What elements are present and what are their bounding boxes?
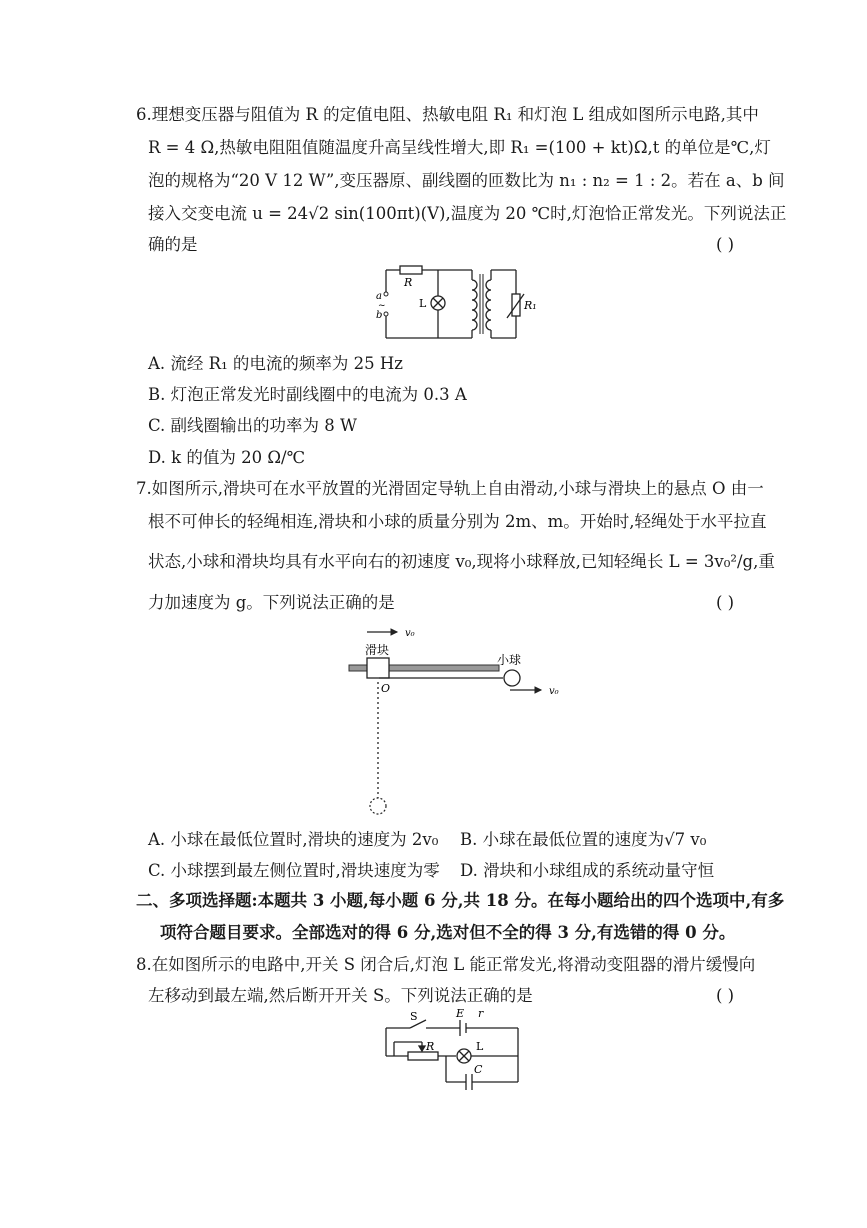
q6-primary-coil	[472, 280, 477, 330]
q7-ball	[504, 670, 520, 686]
q7-label-v0-top: v₀	[405, 628, 415, 639]
section2-line-2: 项符合题目要求。全部选对的得 6 分,选对但不全的得 3 分,有选错的得 0 分。	[160, 923, 736, 942]
q6-label-L: L	[419, 297, 427, 310]
q6-circuit-diagram	[370, 258, 537, 348]
q8-rheostat-R	[408, 1052, 438, 1060]
q7-line-4: 力加速度为 g。下列说法正确的是	[148, 593, 395, 612]
q6-option-a[interactable]: A. 流经 R₁ 的电流的频率为 25 Hz	[148, 354, 404, 373]
q6-label-b: b	[376, 310, 383, 321]
q6-label-R: R	[404, 276, 413, 289]
q7-line-3: 状态,小球和滑块均具有水平向右的初速度 v₀,现将小球释放,已知轻绳长 L = 3v₀²/g,重	[148, 552, 775, 571]
q8-answer-paren: ( )	[716, 986, 735, 1005]
q8-line-1: 8.在如图所示的电路中,开关 S 闭合后,灯泡 L 能正常发光,将滑动变阻器的滑片缓慢向	[136, 955, 756, 974]
q6-option-c[interactable]: C. 副线圈输出的功率为 8 W	[148, 416, 357, 435]
q7-label-v0-ball: v₀	[549, 686, 559, 697]
q7-option-d[interactable]: D. 滑块和小球组成的系统动量守恒	[460, 861, 715, 880]
q7-slider	[367, 658, 389, 678]
q6-secondary-coil	[486, 280, 491, 330]
q7-option-a[interactable]: A. 小球在最低位置时,滑块的速度为 2v₀	[148, 830, 439, 849]
q6-label-R1: R₁	[524, 299, 537, 312]
q8-label-r: r	[478, 1007, 484, 1020]
q7-option-b[interactable]: B. 小球在最低位置的速度为√7 v₀	[460, 830, 707, 849]
q7-label-ball: 小球	[497, 653, 522, 667]
q8-line-2: 左移动到最左端,然后断开开关 S。下列说法正确的是	[148, 986, 533, 1005]
q8-circuit-diagram	[380, 1007, 530, 1092]
q6-line-5: 确的是	[148, 235, 198, 254]
q6-resistor-R	[400, 266, 422, 274]
q8-label-R: R	[426, 1040, 435, 1053]
q7-ball-lowest	[370, 798, 386, 814]
q7-label-O: O	[381, 682, 391, 695]
q6-answer-paren: ( )	[716, 235, 735, 254]
q8-label-C: C	[474, 1063, 483, 1076]
q8-label-E: E	[456, 1007, 465, 1020]
q6-line-3: 泡的规格为“20 V 12 W”,变压器原、副线圈的匝数比为 n₁ : n₂ = 1 : 2。若在 a、b 间	[148, 171, 785, 190]
q8-label-S: S	[410, 1010, 418, 1023]
q7-pendulum-diagram	[345, 620, 575, 820]
q6-line-1: 6.理想变压器与阻值为 R 的定值电阻、热敏电阻 R₁ 和灯泡 L 组成如图所示电路,其中	[136, 105, 759, 124]
q7-option-c[interactable]: C. 小球摆到最左侧位置时,滑块速度为零	[148, 861, 440, 880]
q6-tilde: ~	[378, 301, 386, 311]
q7-answer-paren: ( )	[716, 593, 735, 612]
q8-label-L: L	[476, 1040, 484, 1053]
q6-line-2: R = 4 Ω,热敏电阻阻值随温度升高呈线性增大,即 R₁ =(100 + kt)Ω,t 的单位是℃,灯	[148, 138, 771, 157]
section2-line-1: 二、多项选择题:本题共 3 小题,每小题 6 分,共 18 分。在每小题给出的四个选项中,有多	[136, 891, 785, 910]
q6-line-4: 接入交变电流 u = 24√2 sin(100πt)(V),温度为 20 ℃时,灯泡恰正常发光。下列说法正	[148, 204, 787, 223]
q6-option-b[interactable]: B. 灯泡正常发光时副线圈中的电流为 0.3 A	[148, 385, 467, 404]
q7-line-2: 根不可伸长的轻绳相连,滑块和小球的质量分别为 2m、m。开始时,轻绳处于水平拉直	[148, 512, 767, 531]
q7-label-slider: 滑块	[365, 643, 390, 657]
q6-label-a: a	[376, 291, 382, 302]
q6-option-d[interactable]: D. k 的值为 20 Ω/℃	[148, 448, 306, 467]
q7-line-1: 7.如图所示,滑块可在水平放置的光滑固定导轨上自由滑动,小球与滑块上的悬点 O 由一	[136, 479, 764, 498]
